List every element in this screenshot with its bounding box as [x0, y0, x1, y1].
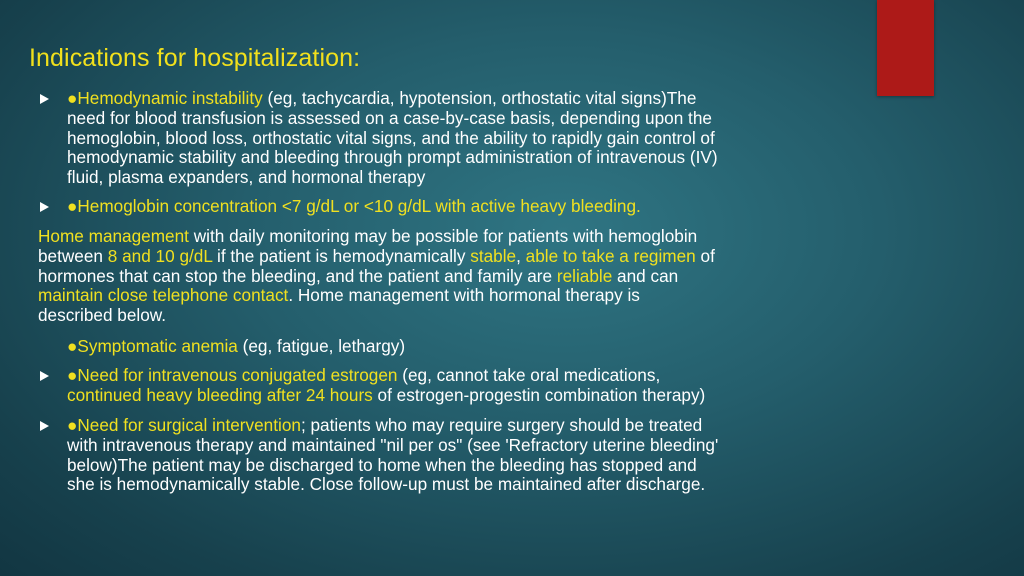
body-text: between [38, 245, 108, 266]
bullet-arrow-icon [40, 202, 49, 212]
bullet-symptomatic-anemia [67, 337, 867, 357]
body-text: , [516, 245, 526, 266]
body-text: hemodynamic stability and bleeding through prompt administration of intravenous (IV) [67, 147, 718, 168]
bullet-arrow-icon [40, 371, 49, 381]
body-text: ; patients who may require surgery should be treated [300, 415, 703, 435]
body-text: hemoglobin, blood loss, orthostatic vital signs, and the ability to rapidly gain control of [67, 127, 715, 148]
highlight-text: able to take a regimen [525, 245, 696, 266]
body-text: if the patient is hemodynamically [212, 245, 471, 266]
bullet-hemoglobin-concentration [67, 197, 867, 217]
home-management-paragraph [38, 227, 838, 326]
bullet-arrow-icon [40, 94, 49, 104]
highlight-text: ●Hemodynamic instability [67, 88, 263, 108]
body-text: need for blood transfusion is assessed on a case-by-case basis, depending upon the [67, 107, 712, 128]
highlight-text: ●Symptomatic anemia [67, 336, 238, 356]
body-text: . Home management with hormonal therapy is [288, 285, 640, 306]
highlight-text: reliable [556, 265, 613, 286]
body-text: (eg, cannot take oral medications, [397, 365, 661, 385]
highlight-text: ●Hemoglobin concentration <7 g/dL or <10 g/dL with active heavy bleeding. [67, 196, 641, 216]
bullet-hemodynamic-instability [67, 89, 867, 188]
highlight-text: continued heavy bleeding after 24 hours [67, 384, 373, 405]
body-text: she is hemodynamically stable. Close follow-up must be maintained after discharge. [67, 474, 706, 495]
body-text: with intravenous therapy and maintained "nil per os" (see 'Refractory uterine bleeding' [67, 434, 719, 455]
highlight-text: Home management [38, 226, 189, 246]
bullet-intravenous-estrogen [67, 366, 867, 406]
highlight-text: ●Need for surgical intervention [67, 415, 301, 435]
body-text: described below. [38, 305, 167, 326]
highlight-text: ●Need for intravenous conjugated estrogen [67, 365, 398, 385]
bullet-arrow-icon [40, 421, 49, 431]
body-text: with daily monitoring may be possible for patients with hemoglobin [188, 226, 698, 246]
highlight-text: stable [470, 245, 517, 266]
body-text: of estrogen-progestin combination therapy) [372, 384, 706, 405]
body-text: (eg, fatigue, lethargy) [237, 336, 406, 356]
bullet-surgical-intervention [67, 416, 867, 495]
body-text: below)The patient may be discharged to home when the bleeding has stopped and [67, 454, 697, 475]
body-text: hormones that can stop the bleeding, and the patient and family are [38, 265, 557, 286]
body-text: of [695, 245, 715, 266]
highlight-text: 8 and 10 g/dL [107, 245, 213, 266]
body-text: (eg, tachycardia, hypotension, orthostatic vital signs)The [262, 88, 697, 108]
body-text: and can [612, 265, 679, 286]
body-text: fluid, plasma expanders, and hormonal therapy [67, 167, 426, 188]
highlight-text: maintain close telephone contact [38, 285, 289, 306]
slide-title: Indications for hospitalization: [29, 44, 361, 72]
